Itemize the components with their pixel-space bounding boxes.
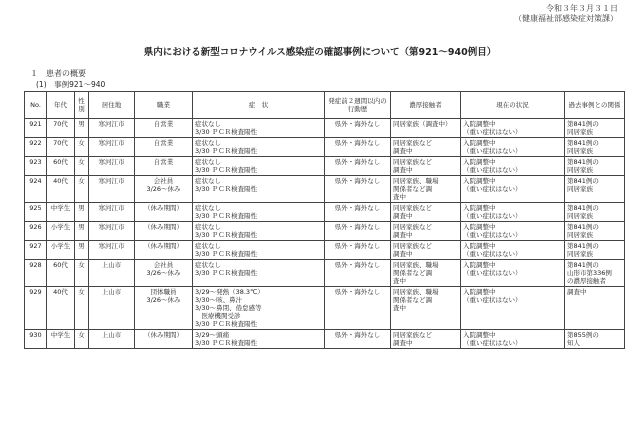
table-row: [25, 222, 625, 241]
cell-relation: [565, 260, 625, 287]
cell-residence: 寒河江市: [89, 138, 135, 157]
cell-status-line: （重い症状はない）: [463, 128, 522, 136]
cell-status: [461, 330, 565, 349]
cell-residence: 寒河江市: [89, 157, 135, 176]
cell-residence: 寒河江市: [89, 222, 135, 241]
col-header-relation: 過去事例との関係: [565, 92, 625, 119]
cell-age: 40代: [47, 287, 75, 330]
cell-status-line: 入院調整中: [463, 242, 496, 250]
cell-contacts: [391, 157, 461, 176]
cell-symptoms: [193, 138, 325, 157]
cell-symptoms-line: 3/30 ＰＣＲ検査陽性: [195, 166, 258, 174]
cell-relation-line: 第841例の: [567, 261, 599, 269]
col-header-sex: 性別: [75, 92, 89, 119]
cell-status-line: （重い症状はない）: [463, 339, 522, 347]
cell-age: 小学生: [47, 222, 75, 241]
cell-job-line: 3/26～休み: [146, 269, 181, 277]
cell-travel: 県外・海外なし: [325, 138, 391, 157]
cell-sex: 男: [75, 203, 89, 222]
cell-symptoms: [193, 222, 325, 241]
issuing-department: （健康福祉部感染症対策課）: [514, 14, 618, 23]
cell-job: [135, 260, 193, 287]
cell-job: （休み期間）: [135, 330, 193, 349]
cell-relation: [565, 222, 625, 241]
cell-status-line: 入院調整中: [463, 120, 496, 128]
cell-relation-line: 同居家族: [567, 231, 593, 239]
cell-sex: 女: [75, 157, 89, 176]
cell-contacts-line: 同居家族など: [393, 139, 432, 147]
cell-symptoms-line: 3/29～発熱（38.3℃）: [195, 288, 264, 296]
cell-travel: 県外・海外なし: [325, 157, 391, 176]
cell-job-line: 会社員: [153, 261, 174, 269]
cell-symptoms-line: 症状なし: [195, 139, 221, 147]
cell-no: 926: [25, 222, 47, 241]
cell-status: [461, 138, 565, 157]
cell-contacts: [391, 203, 461, 222]
cell-residence: 寒河江市: [89, 119, 135, 138]
cell-job: 自営業: [135, 119, 193, 138]
cell-status-line: 入院調整中: [463, 139, 496, 147]
cell-status-line: （重い症状はない）: [463, 269, 522, 277]
cell-relation-line: 第841例の: [567, 204, 599, 212]
cell-contacts-line: 調査中: [393, 339, 413, 347]
cell-job-line: 会社員: [153, 177, 174, 185]
cell-symptoms: [193, 330, 325, 349]
cell-status: [461, 176, 565, 203]
cell-symptoms: [193, 287, 325, 330]
cell-no: 921: [25, 119, 47, 138]
cell-relation-line: 第841例の: [567, 139, 599, 147]
cell-contacts-line: 同居家族など: [393, 242, 432, 250]
cell-relation-line: 同居家族: [567, 147, 593, 155]
cell-sex: 男: [75, 222, 89, 241]
table-row: [25, 241, 625, 260]
cell-contacts: [391, 119, 461, 138]
cell-no: 924: [25, 176, 47, 203]
cell-no: 927: [25, 241, 47, 260]
cell-residence: 上山市: [89, 330, 135, 349]
cell-status-line: 入院調整中: [463, 288, 496, 296]
cell-age: 40代: [47, 176, 75, 203]
cell-status-line: 入院調整中: [463, 158, 496, 166]
cell-status: [461, 287, 565, 330]
cell-contacts-line: 同居家族、職場: [393, 177, 439, 185]
cell-age: 60代: [47, 157, 75, 176]
cell-contacts: [391, 260, 461, 287]
cell-symptoms-line: 症状なし: [195, 242, 221, 250]
col-header-job: 職業: [135, 92, 193, 119]
cell-status-line: （重い症状はない）: [463, 296, 522, 304]
cell-contacts-line: 同居家族など: [393, 204, 432, 212]
cell-contacts-line: 同居家族など: [393, 158, 432, 166]
cell-symptoms-line: 症状なし: [195, 261, 221, 269]
cell-job-line: 3/26～休み: [146, 185, 181, 193]
cell-relation-line: の濃厚接触者: [567, 277, 606, 285]
cell-status: [461, 222, 565, 241]
cell-symptoms-line: 医療機関受診: [195, 312, 241, 320]
cell-job-line: 団体職員: [150, 288, 177, 296]
section-heading: １ 患者の概要: [30, 69, 86, 78]
cell-relation-line: 第841例の: [567, 242, 599, 250]
cell-symptoms-line: 症状なし: [195, 204, 221, 212]
cell-contacts: [391, 241, 461, 260]
cell-job: （休み期間）: [135, 241, 193, 260]
cell-contacts: [391, 287, 461, 330]
cell-relation-line: 同居家族: [567, 128, 593, 136]
cell-status-line: （重い症状はない）: [463, 185, 522, 193]
col-header-age: 年代: [47, 92, 75, 119]
cell-status-line: （重い症状はない）: [463, 166, 522, 174]
cell-sex: 女: [75, 260, 89, 287]
cell-relation-line: 同居家族: [567, 250, 593, 258]
document-date: 令和３年３月３１日: [546, 4, 618, 13]
section-subheading: (1) 事例921～940: [36, 80, 106, 89]
cell-age: 70代: [47, 119, 75, 138]
table-header-row: [25, 92, 625, 119]
cell-age: 中学生: [47, 203, 75, 222]
cell-sex: 女: [75, 176, 89, 203]
cell-contacts-line: 関係者など調: [393, 185, 432, 193]
cell-age: 中学生: [47, 330, 75, 349]
cell-relation-line: 第841例の: [567, 120, 599, 128]
cell-status-line: （重い症状はない）: [463, 250, 522, 258]
cell-relation-line: 調査中: [567, 288, 587, 296]
cell-relation-line: 同居家族: [567, 212, 593, 220]
cell-symptoms: [193, 203, 325, 222]
cell-contacts: [391, 222, 461, 241]
cell-sex: 女: [75, 330, 89, 349]
cell-sex: 男: [75, 119, 89, 138]
table-row: [25, 119, 625, 138]
cell-status: [461, 203, 565, 222]
cell-no: 930: [25, 330, 47, 349]
cell-travel: 県外・海外なし: [325, 287, 391, 330]
cell-symptoms-line: 3/30 ＰＣＲ検査陽性: [195, 147, 258, 155]
cell-symptoms-line: 症状なし: [195, 120, 221, 128]
cell-relation: [565, 176, 625, 203]
cell-contacts: [391, 138, 461, 157]
cell-contacts-line: 関係者など調: [393, 296, 432, 304]
col-header-residence: 居住地: [89, 92, 135, 119]
cell-travel: 県外・海外なし: [325, 119, 391, 138]
cell-status-line: 入院調整中: [463, 331, 496, 339]
cell-status: [461, 241, 565, 260]
cell-travel: 県外・海外なし: [325, 330, 391, 349]
cell-symptoms-line: 3/30 ＰＣＲ検査陽性: [195, 128, 258, 136]
table-row: [25, 260, 625, 287]
cell-symptoms-line: 3/30～鼻閉、倦怠感等: [195, 304, 262, 312]
cell-status-line: 入院調整中: [463, 204, 496, 212]
cell-status: [461, 157, 565, 176]
cell-residence: 寒河江市: [89, 176, 135, 203]
table-row: [25, 330, 625, 349]
cell-relation-line: 同居家族: [567, 185, 593, 193]
cell-no: 929: [25, 287, 47, 330]
cell-symptoms: [193, 260, 325, 287]
col-header-status: 現在の状況: [461, 92, 565, 119]
cell-symptoms-line: 3/30 ＰＣＲ検査陽性: [195, 231, 258, 239]
cell-relation-line: 第855例の: [567, 331, 599, 339]
cell-status-line: 入院調整中: [463, 177, 496, 185]
cell-status-line: （重い症状はない）: [463, 231, 522, 239]
cell-symptoms-line: 3/30 ＰＣＲ検査陽性: [195, 339, 258, 347]
table-row: [25, 203, 625, 222]
cell-contacts-line: 同居家族、職場: [393, 288, 439, 296]
cell-relation-line: 第841例の: [567, 223, 599, 231]
cell-contacts-line: 関係者など調: [393, 269, 432, 277]
cell-relation: [565, 157, 625, 176]
cell-travel: 県外・海外なし: [325, 176, 391, 203]
cell-contacts-line: 調査中: [393, 147, 413, 155]
cell-symptoms-line: 3/30 ＰＣＲ検査陽性: [195, 212, 258, 220]
cell-relation: [565, 138, 625, 157]
cell-travel: 県外・海外なし: [325, 241, 391, 260]
table-row: [25, 176, 625, 203]
cell-contacts-line: 調査中: [393, 212, 413, 220]
cell-sex: 男: [75, 241, 89, 260]
table-row: [25, 287, 625, 330]
cell-contacts-line: 同居家族など: [393, 223, 432, 231]
cell-job: （休み期間）: [135, 222, 193, 241]
cell-job: 自営業: [135, 138, 193, 157]
cell-residence: 上山市: [89, 287, 135, 330]
cell-status-line: （重い症状はない）: [463, 147, 522, 155]
cell-residence: 上山市: [89, 260, 135, 287]
col-header-travel: 発症前２週間以内の行動歴: [325, 92, 391, 119]
cell-symptoms-line: 3/30～咳、鼻汁: [195, 296, 243, 304]
cell-symptoms: [193, 241, 325, 260]
cell-travel: 県外・海外なし: [325, 203, 391, 222]
cell-symptoms-line: 症状なし: [195, 223, 221, 231]
cell-relation: [565, 119, 625, 138]
cell-symptoms-line: 3/30 ＰＣＲ検査陽性: [195, 250, 258, 258]
cell-no: 922: [25, 138, 47, 157]
cell-relation-line: 第841例の: [567, 177, 599, 185]
document-title: 県内における新型コロナウイルス感染症の確認事例について（第921～940例目）: [143, 47, 497, 58]
cell-status-line: （重い症状はない）: [463, 212, 522, 220]
cell-job: [135, 287, 193, 330]
date-block: [514, 4, 618, 24]
cell-relation-line: 知人: [567, 339, 580, 347]
cell-symptoms-line: 3/30 ＰＣＲ検査陽性: [195, 185, 258, 193]
cell-relation: [565, 330, 625, 349]
col-header-contacts: 濃厚接触者: [391, 92, 461, 119]
cell-residence: 寒河江市: [89, 203, 135, 222]
cell-status-line: 入院調整中: [463, 261, 496, 269]
cell-symptoms-line: 3/29～頭痛: [195, 331, 230, 339]
cell-symptoms: [193, 176, 325, 203]
cell-job-line: 3/26～休み: [146, 296, 181, 304]
cases-table: [24, 91, 625, 349]
cell-contacts-line: 調査中: [393, 166, 413, 174]
cell-job: 自営業: [135, 157, 193, 176]
cell-symptoms: [193, 157, 325, 176]
cell-age: 70代: [47, 138, 75, 157]
cell-contacts-line: 調査中: [393, 250, 413, 258]
cell-status-line: 入院調整中: [463, 223, 496, 231]
cell-symptoms-line: 3/30 ＰＣＲ検査陽性: [195, 269, 258, 277]
cell-sex: 女: [75, 138, 89, 157]
cell-status: [461, 119, 565, 138]
cell-job: [135, 176, 193, 203]
cell-contacts: [391, 176, 461, 203]
cell-symptoms: [193, 119, 325, 138]
cell-symptoms-line: 症状なし: [195, 177, 221, 185]
col-header-symptoms: 症 状: [193, 92, 325, 119]
cell-contacts-line: 同居家族、職場: [393, 261, 439, 269]
cell-relation-line: 同居家族: [567, 166, 593, 174]
cell-age: 小学生: [47, 241, 75, 260]
cell-relation-line: 第841例の: [567, 158, 599, 166]
cell-contacts: [391, 330, 461, 349]
cell-relation-line: 山形市第336例: [567, 269, 612, 277]
cell-contacts-line: 同居家族など: [393, 331, 432, 339]
cell-relation: [565, 287, 625, 330]
cell-status: [461, 260, 565, 287]
cell-symptoms-line: 症状なし: [195, 158, 221, 166]
cell-age: 60代: [47, 260, 75, 287]
cell-travel: 県外・海外なし: [325, 260, 391, 287]
cell-no: 925: [25, 203, 47, 222]
cell-contacts-line: 同居家族（調査中）: [393, 120, 452, 128]
cell-symptoms-line: 3/30 ＰＣＲ検査陽性: [195, 320, 258, 328]
cell-contacts-line: 査中: [393, 304, 406, 312]
cell-job: （休み期間）: [135, 203, 193, 222]
table-row: [25, 138, 625, 157]
cell-residence: 寒河江市: [89, 241, 135, 260]
cell-contacts-line: 査中: [393, 193, 406, 201]
table-row: [25, 157, 625, 176]
cell-contacts-line: 査中: [393, 277, 406, 285]
cell-relation: [565, 203, 625, 222]
cell-travel: 県外・海外なし: [325, 222, 391, 241]
cell-relation: [565, 241, 625, 260]
col-header-no: No.: [25, 92, 47, 119]
cell-contacts-line: 調査中: [393, 231, 413, 239]
cases-table-body: [25, 119, 625, 349]
cell-no: 923: [25, 157, 47, 176]
cell-no: 928: [25, 260, 47, 287]
cell-sex: 女: [75, 287, 89, 330]
